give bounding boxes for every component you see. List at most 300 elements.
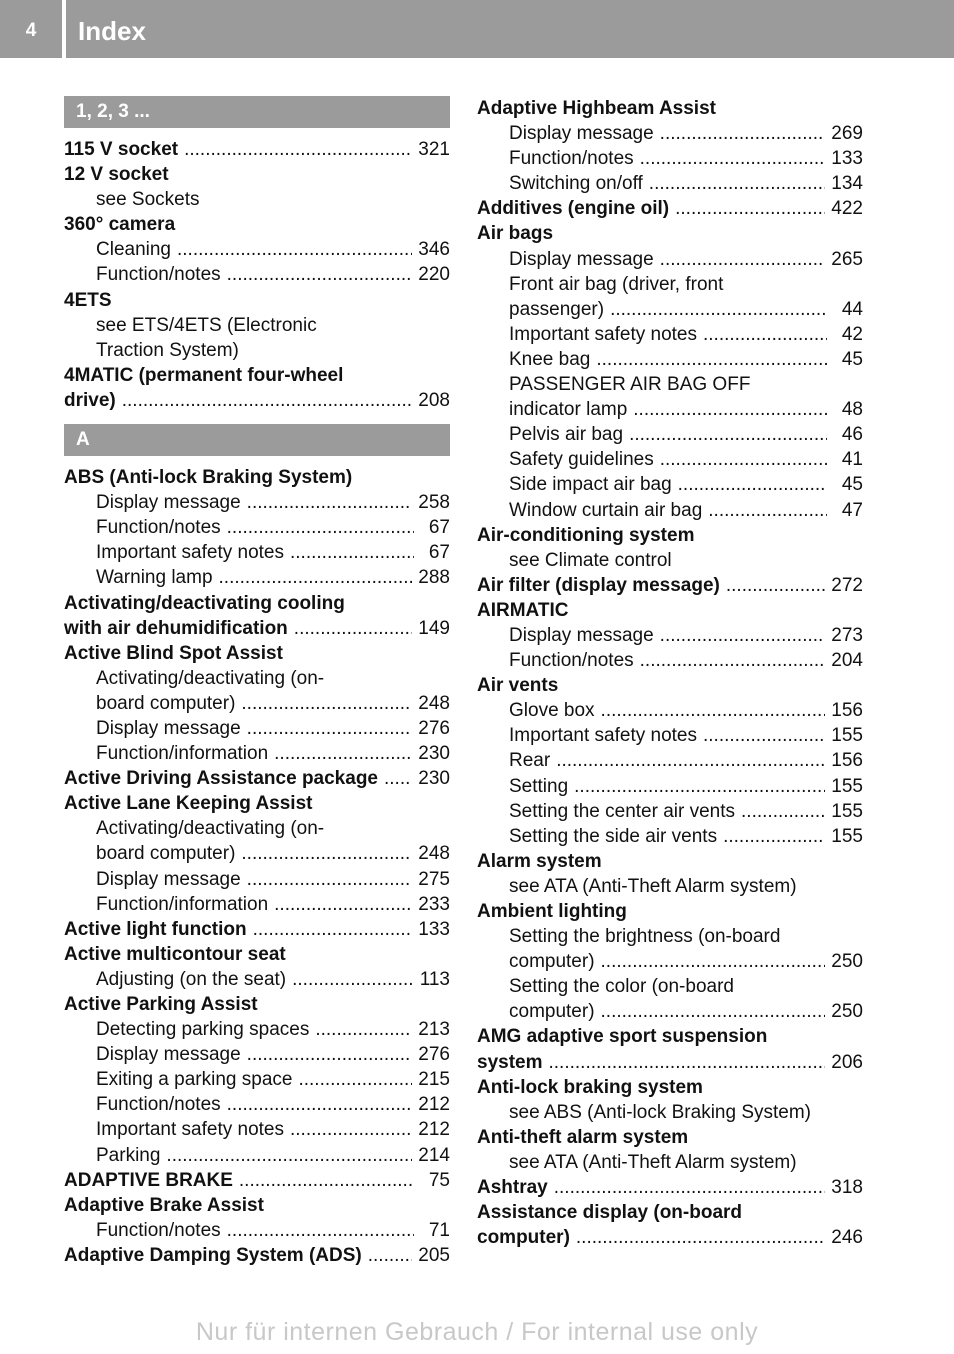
index-entry[interactable] (64, 942, 450, 992)
sub-entry-label: Activating/deactivating (on- (96, 667, 325, 689)
page-reference: 113 (419, 968, 450, 990)
entry-label: Air filter (display message) (477, 574, 720, 596)
page-reference: 155 (831, 775, 863, 797)
index-entry[interactable] (64, 1193, 450, 1243)
sub-entry-label: computer) (509, 1001, 595, 1023)
page-reference: 206 (831, 1051, 863, 1073)
entry-heading (64, 363, 450, 388)
entry-label: Adaptive Brake Assist (64, 1194, 264, 1216)
page-reference: 265 (831, 248, 863, 270)
entry-heading (64, 992, 450, 1017)
sub-entry[interactable] (477, 723, 863, 748)
page-reference: 71 (428, 1219, 450, 1241)
sub-entry[interactable] (477, 974, 863, 999)
dot-leader (166, 1143, 412, 1168)
sub-entry-label: Setting the brightness (on-board (509, 926, 781, 948)
entry-heading (477, 849, 863, 874)
page-reference: 156 (831, 750, 863, 772)
sub-entry[interactable] (477, 397, 863, 422)
dot-leader (660, 247, 826, 272)
page-reference: 230 (418, 743, 450, 765)
entry-label: Active Blind Spot Assist (64, 642, 283, 664)
dot-leader (315, 1017, 412, 1042)
index-column-left (64, 96, 450, 1268)
sub-entry[interactable] (64, 867, 450, 892)
sub-entry[interactable] (477, 498, 863, 523)
page-reference: 276 (418, 717, 450, 739)
sub-entry[interactable] (64, 1067, 450, 1092)
page-reference: 273 (831, 624, 863, 646)
sub-entry[interactable] (477, 347, 863, 372)
page-reference: 321 (418, 139, 450, 160)
page-reference: 250 (831, 951, 863, 973)
index-entry[interactable] (477, 1075, 863, 1125)
index-entry[interactable] (64, 766, 450, 791)
sub-entry[interactable] (477, 874, 863, 899)
entry-label: 115 V socket (64, 139, 179, 160)
entry-label: ADAPTIVE BRAKE (64, 1169, 233, 1191)
dot-leader (247, 490, 413, 515)
sub-entry[interactable] (64, 313, 450, 338)
index-entry[interactable] (477, 849, 863, 899)
dot-leader (708, 498, 827, 523)
entry-label: Active light function (64, 918, 247, 940)
dot-leader (723, 824, 825, 849)
index-entry[interactable] (477, 96, 863, 196)
page-reference: 258 (418, 492, 450, 514)
dot-leader (574, 774, 825, 799)
dot-leader (601, 999, 826, 1024)
sub-entry[interactable] (64, 515, 450, 540)
sub-entry-label: Display message (96, 1044, 241, 1066)
entry-label: Assistance display (on-board (477, 1202, 743, 1224)
page-reference: 208 (418, 389, 450, 411)
index-entry[interactable] (477, 899, 863, 1024)
entry-label: Active multicontour seat (64, 943, 286, 965)
dot-leader (660, 623, 826, 648)
sub-entry[interactable] (477, 146, 863, 171)
sub-entry[interactable] (477, 949, 863, 974)
sub-entry-label: Parking (96, 1144, 161, 1166)
sub-entry-label: indicator lamp (509, 399, 628, 421)
entry-label: Alarm system (477, 850, 602, 872)
sub-entry[interactable] (64, 1042, 450, 1067)
sub-entry[interactable] (64, 338, 450, 363)
sub-entry-label: Display message (509, 624, 654, 646)
index-entry[interactable] (64, 591, 450, 641)
dot-leader (703, 723, 825, 748)
sub-entry[interactable] (64, 1143, 450, 1168)
sub-entry-label: Cleaning (96, 239, 171, 261)
sub-entry-label: see ABS (Anti-lock Braking System) (509, 1101, 811, 1123)
sub-entry[interactable] (64, 716, 450, 741)
dot-leader (660, 447, 827, 472)
sub-entry[interactable] (64, 540, 450, 565)
entry-heading (477, 1200, 863, 1225)
page-reference: 220 (418, 264, 450, 286)
entry-heading (64, 162, 450, 187)
page-reference: 422 (831, 198, 863, 220)
entry-heading (477, 196, 863, 221)
sub-entry-label: Window curtain air bag (509, 499, 703, 521)
entry-heading (64, 288, 450, 313)
dot-leader (219, 565, 413, 590)
entry-heading (64, 1193, 450, 1218)
dot-leader (290, 540, 414, 565)
sub-entry-label: Detecting parking spaces (96, 1019, 310, 1041)
sub-entry[interactable] (477, 297, 863, 322)
dot-leader (741, 799, 825, 824)
sub-entry[interactable] (477, 1150, 863, 1175)
index-entry[interactable] (477, 598, 863, 673)
entry-label: Ambient lighting (477, 901, 627, 922)
sub-entry[interactable] (477, 774, 863, 799)
entry-heading (477, 1225, 863, 1250)
sub-entry-label: see ATA (Anti-Theft Alarm system) (509, 875, 797, 897)
sub-entry[interactable] (477, 548, 863, 573)
section-heading: A (64, 424, 450, 456)
sub-entry[interactable] (64, 892, 450, 917)
page-reference: 133 (831, 148, 863, 170)
dot-leader (274, 741, 412, 766)
index-entry[interactable] (64, 212, 450, 287)
page-reference: 42 (841, 323, 863, 345)
page-reference: 47 (841, 499, 863, 521)
entry-heading (64, 791, 450, 816)
page-reference: 346 (418, 239, 450, 261)
sub-entry[interactable] (64, 967, 450, 992)
entry-heading (477, 96, 863, 121)
page-reference: 214 (418, 1144, 450, 1166)
page-reference: 75 (428, 1169, 450, 1191)
sub-entry[interactable] (477, 648, 863, 673)
index-entry[interactable] (64, 1243, 450, 1268)
page-reference: 67 (428, 542, 450, 564)
dot-leader (554, 1175, 826, 1200)
dot-leader (247, 867, 413, 892)
index-entry[interactable] (64, 465, 450, 590)
entry-label: AMG adaptive sport suspension (477, 1026, 768, 1048)
sub-entry[interactable] (477, 924, 863, 949)
dot-leader (703, 322, 827, 347)
dot-leader (368, 1243, 413, 1268)
index-entry[interactable] (64, 288, 450, 363)
sub-entry[interactable] (477, 748, 863, 773)
index-entry[interactable] (477, 1200, 863, 1250)
sub-entry[interactable] (64, 741, 450, 766)
page-number: 4 (25, 20, 37, 41)
dot-leader (274, 892, 412, 917)
entry-label: with air dehumidification (64, 617, 288, 639)
sub-entry[interactable] (477, 824, 863, 849)
entry-label: drive) (64, 389, 116, 411)
sub-entry-label: Display message (96, 492, 241, 514)
sub-entry-label: see Sockets (96, 189, 200, 211)
sub-entry[interactable] (64, 1117, 450, 1142)
page-reference: 269 (831, 123, 863, 145)
sub-entry-label: computer) (509, 951, 595, 973)
page-reference: 155 (831, 800, 863, 822)
dot-leader (726, 573, 825, 598)
index-entry[interactable] (477, 1024, 863, 1074)
dot-leader (227, 262, 413, 287)
page-reference: 149 (418, 617, 450, 639)
sub-entry[interactable] (477, 272, 863, 297)
index-entry[interactable] (477, 1175, 863, 1200)
sub-entry[interactable] (64, 1017, 450, 1042)
index-section (64, 424, 450, 1268)
page-reference: 230 (418, 768, 450, 790)
page-reference: 275 (418, 868, 450, 890)
dot-leader (678, 472, 827, 497)
sub-entry-label: Setting the side air vents (509, 825, 718, 847)
sub-entry[interactable] (477, 121, 863, 146)
dot-leader (247, 1042, 413, 1067)
entry-label: Anti-theft alarm system (477, 1126, 689, 1148)
page-reference: 45 (841, 474, 863, 496)
sub-entry-label: Setting the center air vents (509, 800, 736, 822)
page-reference: 44 (841, 298, 863, 320)
sub-entry[interactable] (477, 447, 863, 472)
sub-entry-label: Function/notes (96, 1219, 221, 1241)
entry-label: computer) (477, 1227, 570, 1249)
dot-leader (640, 146, 826, 171)
sub-entry[interactable] (477, 372, 863, 397)
entry-heading (64, 388, 450, 413)
sub-entry-label: Display message (509, 123, 654, 145)
index-entry[interactable] (477, 573, 863, 598)
entry-heading (477, 673, 863, 698)
dot-leader (247, 716, 413, 741)
sub-entry-label: Function/notes (96, 264, 221, 286)
dot-leader (241, 841, 412, 866)
entry-label: Active Parking Assist (64, 994, 258, 1015)
sub-entry[interactable] (477, 623, 863, 648)
sub-entry-label: Setting the color (on-board (509, 976, 734, 998)
entry-heading (64, 917, 450, 942)
sub-entry-label: Warning lamp (96, 567, 213, 589)
dot-leader (298, 1067, 412, 1092)
page-reference: 248 (418, 843, 450, 865)
sub-entry[interactable] (477, 322, 863, 347)
entry-heading (477, 1125, 863, 1150)
index-entry[interactable] (64, 137, 450, 162)
page-reference: 45 (841, 348, 863, 370)
index-column-right (477, 96, 863, 1250)
entry-label: system (477, 1051, 543, 1073)
dot-leader (610, 297, 827, 322)
sub-entry-label: Function/notes (96, 1094, 221, 1116)
index-entry[interactable] (64, 917, 450, 942)
sub-entry-label: Activating/deactivating (on- (96, 818, 325, 840)
entry-label: Air vents (477, 675, 559, 697)
entry-heading (477, 1050, 863, 1075)
dot-leader (601, 698, 826, 723)
index-entry[interactable] (477, 1125, 863, 1175)
sub-entry[interactable] (64, 262, 450, 287)
entry-heading (477, 1075, 863, 1100)
index-entry[interactable] (64, 992, 450, 1168)
index-section (477, 96, 863, 1250)
entry-label: Anti-lock braking system (477, 1076, 703, 1098)
dot-leader (601, 949, 826, 974)
entry-label: 12 V socket (64, 164, 169, 186)
entry-label: Activating/deactivating cooling (64, 592, 345, 614)
dot-leader (576, 1225, 825, 1250)
entry-heading (64, 1168, 450, 1193)
dot-leader (640, 648, 826, 673)
index-entry[interactable] (477, 673, 863, 849)
entry-heading (477, 523, 863, 548)
sub-entry-label: Important safety notes (509, 323, 697, 345)
sub-entry-label: Adjusting (on the seat) (96, 968, 287, 990)
sub-entry-label: Important safety notes (96, 542, 284, 564)
sub-entry[interactable] (477, 999, 863, 1024)
sub-entry-label: Traction System) (96, 339, 239, 361)
sub-entry-label: Pelvis air bag (509, 424, 624, 446)
sub-entry-label: Important safety notes (96, 1119, 284, 1141)
sub-entry[interactable] (64, 490, 450, 515)
entry-heading (64, 465, 450, 490)
sub-entry-label: see ETS/4ETS (Electronic (96, 314, 317, 336)
sub-entry-label: Glove box (509, 700, 595, 722)
sub-entry[interactable] (477, 1100, 863, 1125)
index-entry[interactable] (64, 1168, 450, 1193)
index-entry[interactable] (64, 162, 450, 212)
dot-leader (549, 1050, 826, 1075)
entry-heading (64, 212, 450, 237)
dot-leader (294, 616, 413, 641)
dot-leader (241, 691, 412, 716)
sub-entry-label: Setting (509, 775, 569, 797)
sub-entry-label: Display message (96, 868, 241, 890)
entry-label: 4ETS (64, 289, 112, 311)
dot-leader (227, 1092, 413, 1117)
page-reference: 67 (428, 517, 450, 539)
sub-entry-label: Rear (509, 750, 551, 772)
entry-label: Air bags (477, 223, 554, 245)
sub-entry-label: board computer) (96, 692, 236, 714)
sub-entry[interactable] (64, 187, 450, 212)
index-entry[interactable] (64, 641, 450, 766)
page-reference: 48 (841, 399, 863, 421)
watermark: Nur für internen Gebrauch / For internal use only (195, 1318, 759, 1346)
sub-entry[interactable] (477, 698, 863, 723)
sub-entry-label: Function/notes (96, 517, 221, 539)
page-reference: 212 (418, 1094, 450, 1116)
sub-entry-label: board computer) (96, 843, 236, 865)
entry-label: ABS (Anti-lock Braking System) (64, 467, 353, 489)
dot-leader (239, 1168, 414, 1193)
entry-heading (64, 766, 450, 791)
page-reference: 248 (418, 692, 450, 714)
section-heading: 1, 2, 3 ... (64, 96, 450, 128)
header-divider (62, 0, 66, 58)
sub-entry[interactable] (64, 666, 450, 691)
sub-entry-label: Exiting a parking space (96, 1069, 293, 1091)
dot-leader (227, 1218, 414, 1243)
page-reference: 215 (418, 1069, 450, 1091)
page-reference: 246 (831, 1227, 863, 1249)
index-entry[interactable] (477, 196, 863, 221)
sub-entry[interactable] (64, 691, 450, 716)
dot-leader (177, 237, 412, 262)
dot-leader (184, 137, 412, 162)
sub-entry-label: Knee bag (509, 348, 591, 370)
entry-heading (477, 1175, 863, 1200)
sub-entry[interactable] (64, 1092, 450, 1117)
sub-entry[interactable] (477, 247, 863, 272)
sub-entry[interactable] (477, 171, 863, 196)
sub-entry[interactable] (64, 1218, 450, 1243)
sub-entry[interactable] (64, 841, 450, 866)
page-reference: 250 (831, 1001, 863, 1023)
dot-leader (675, 196, 825, 221)
entry-label: Active Driving Assistance package (64, 768, 378, 790)
sub-entry-label: Switching on/off (509, 173, 643, 195)
dot-leader (384, 766, 412, 791)
entry-heading (64, 942, 450, 967)
page-reference: 276 (418, 1044, 450, 1066)
dot-leader (629, 422, 827, 447)
sub-entry-label: Safety guidelines (509, 449, 654, 471)
sub-entry[interactable] (477, 422, 863, 447)
page-title: Index (78, 16, 146, 46)
dot-leader (122, 388, 413, 413)
dot-leader (649, 171, 826, 196)
sub-entry[interactable] (64, 237, 450, 262)
sub-entry[interactable] (64, 565, 450, 590)
sub-entry[interactable] (477, 472, 863, 497)
page-reference: 205 (418, 1244, 450, 1266)
page-reference: 133 (418, 918, 450, 940)
sub-entry-label: Front air bag (driver, front (509, 273, 724, 295)
page-reference: 41 (841, 449, 863, 471)
entry-label: Adaptive Highbeam Assist (477, 98, 716, 119)
index-entry[interactable] (64, 791, 450, 916)
sub-entry-label: Display message (509, 248, 654, 270)
entry-heading (477, 1024, 863, 1049)
page-reference: 46 (841, 424, 863, 446)
entry-label: Additives (engine oil) (477, 198, 670, 220)
page-reference: 155 (831, 825, 863, 847)
entry-label: Adaptive Damping System (ADS) (64, 1244, 362, 1266)
entry-label: Active Lane Keeping Assist (64, 793, 313, 815)
entry-heading (477, 221, 863, 246)
entry-heading (477, 899, 863, 924)
entry-heading (477, 598, 863, 623)
sub-entry-label: Function/notes (509, 148, 634, 170)
entry-heading (477, 573, 863, 598)
index-section (64, 96, 450, 413)
dot-leader (633, 397, 827, 422)
page-reference: 134 (831, 173, 863, 195)
page-reference: 272 (831, 574, 863, 596)
entry-label: Ashtray (477, 1177, 548, 1199)
sub-entry-label: Side impact air bag (509, 474, 672, 496)
dot-leader (253, 917, 413, 942)
sub-entry-label: Function/information (96, 743, 269, 765)
sub-entry[interactable] (64, 816, 450, 841)
dot-leader (227, 515, 414, 540)
index-entry[interactable] (64, 363, 450, 413)
index-entry[interactable] (477, 221, 863, 522)
sub-entry[interactable] (477, 799, 863, 824)
sub-entry-label: Display message (96, 717, 241, 739)
dot-leader (290, 1117, 412, 1142)
index-entry[interactable] (477, 523, 863, 573)
dot-leader (556, 748, 825, 773)
